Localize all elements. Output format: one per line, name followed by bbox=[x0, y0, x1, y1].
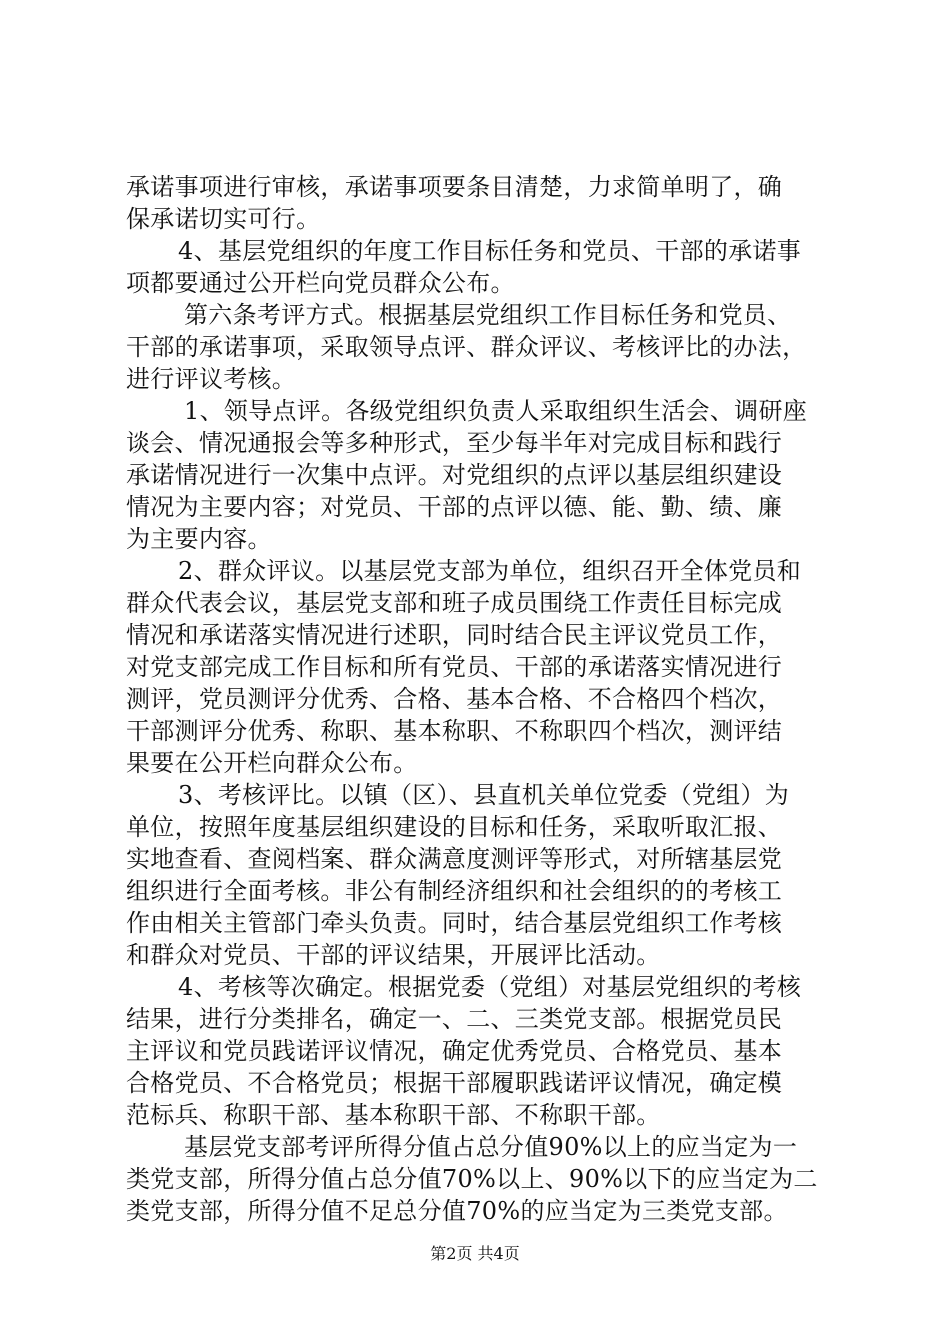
text-line: 进行评议考核。 bbox=[126, 365, 297, 393]
text-line: 结果，进行分类排名，确定一、二、三类党支部。根据党员民 bbox=[126, 1005, 783, 1033]
text-line: 基层党支部考评所得分值占总分值90%以上的应当定为一 bbox=[184, 1133, 798, 1161]
text-line: 类党支部，所得分值不足总分值70%的应当定为三类党支部。 bbox=[126, 1197, 788, 1225]
text-line: 干部的承诺事项，采取领导点评、群众评议、考核评比的办法， bbox=[126, 333, 807, 361]
text-line: 保承诺切实可行。 bbox=[126, 205, 321, 233]
text-line: 范标兵、称职干部、基本称职干部、不称职干部。 bbox=[126, 1101, 661, 1129]
page-footer bbox=[0, 1244, 950, 1264]
text-line: 群众代表会议，基层党支部和班子成员围绕工作责任目标完成 bbox=[126, 589, 783, 617]
text-line: 谈会、情况通报会等多种形式，至少每半年对完成目标和践行 bbox=[126, 429, 783, 457]
text-line: 4、基层党组织的年度工作目标任务和党员、干部的承诺事 bbox=[178, 237, 802, 265]
text-line: 和群众对党员、干部的评议结果，开展评比活动。 bbox=[126, 941, 661, 969]
text-line: 情况为主要内容；对党员、干部的点评以德、能、勤、绩、廉 bbox=[126, 493, 783, 521]
text-line: 情况和承诺落实情况进行述职，同时结合民主评议党员工作， bbox=[126, 621, 783, 649]
text-line: 第六条考评方式。根据基层党组织工作目标任务和党员、 bbox=[184, 301, 792, 329]
text-line: 类党支部，所得分值占总分值70%以上、90%以下的应当定为二 bbox=[126, 1165, 818, 1193]
text-line: 项都要通过公开栏向党员群众公布。 bbox=[126, 269, 515, 297]
document-body bbox=[126, 171, 836, 1227]
text-line: 单位，按照年度基层组织建设的目标和任务，采取听取汇报、 bbox=[126, 813, 783, 841]
text-line: 合格党员、不合格党员；根据干部履职践诺评议情况，确定模 bbox=[126, 1069, 783, 1097]
text-line: 承诺事项进行审核，承诺事项要条目清楚，力求简单明了，确 bbox=[126, 173, 783, 201]
page-total: 共4页 bbox=[477, 1244, 520, 1263]
text-line: 作由相关主管部门牵头负责。同时，结合基层党组织工作考核 bbox=[126, 909, 783, 937]
page-number: 第2页 bbox=[430, 1244, 473, 1263]
text-line: 1、领导点评。各级党组织负责人采取组织生活会、调研座 bbox=[184, 397, 808, 425]
text-line: 承诺情况进行一次集中点评。对党组织的点评以基层组织建设 bbox=[126, 461, 783, 489]
text-line: 组织进行全面考核。非公有制经济组织和社会组织的的考核工 bbox=[126, 877, 783, 905]
text-line: 实地查看、查阅档案、群众满意度测评等形式，对所辖基层党 bbox=[126, 845, 783, 873]
text-line: 对党支部完成工作目标和所有党员、干部的承诺落实情况进行 bbox=[126, 653, 783, 681]
text-line: 4、考核等次确定。根据党委（党组）对基层党组织的考核 bbox=[178, 973, 802, 1001]
text-line: 2、群众评议。以基层党支部为单位，组织召开全体党员和 bbox=[178, 557, 802, 585]
text-line: 主评议和党员践诺评议情况，确定优秀党员、合格党员、基本 bbox=[126, 1037, 783, 1065]
text-line: 干部测评分优秀、称职、基本称职、不称职四个档次，测评结 bbox=[126, 717, 783, 745]
text-line: 果要在公开栏向群众公布。 bbox=[126, 749, 418, 777]
text-line: 为主要内容。 bbox=[126, 525, 272, 553]
text-line: 测评，党员测评分优秀、合格、基本合格、不合格四个档次， bbox=[126, 685, 783, 713]
text-line: 3、考核评比。以镇（区）、县直机关单位党委（党组）为 bbox=[178, 781, 790, 809]
